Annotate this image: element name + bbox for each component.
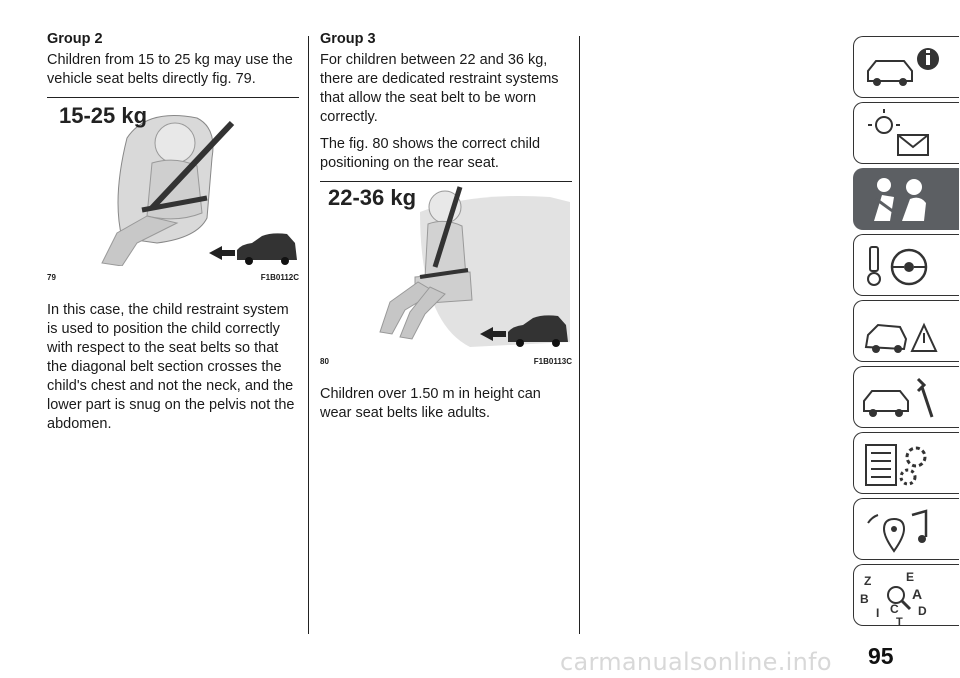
tab-emergency[interactable]: [853, 300, 959, 362]
figure-80-code: F1B0113C: [533, 357, 572, 366]
car-maintenance-icon: [854, 367, 960, 429]
group-3-para2: The fig. 80 shows the correct child positioning on the rear seat.: [320, 136, 541, 171]
figure-80-caption: [320, 352, 572, 371]
figure-79: [47, 97, 299, 287]
figure-79-weight-label: 15-25 kg: [59, 103, 148, 128]
svg-text:A: A: [912, 586, 923, 602]
group-3-body: Children over 1.50 m in height can wear seat belts like adults.: [320, 386, 541, 421]
key-steering-wheel-icon: [854, 235, 960, 297]
figure-79-code: F1B0112C: [260, 273, 299, 282]
tab-car-info[interactable]: [853, 36, 959, 98]
watermark: carmanualsonline.info: [560, 648, 832, 676]
svg-text:B: B: [860, 592, 869, 606]
column-divider-2: [579, 36, 580, 634]
column-divider-1: [308, 36, 309, 634]
column-left: [47, 30, 299, 442]
figure-79-number: 79: [47, 273, 56, 282]
figure-79-caption: [47, 268, 299, 287]
group-2-heading: Group 2: [47, 31, 103, 47]
tab-warning-lights[interactable]: [853, 102, 959, 164]
technical-data-icon: [854, 433, 960, 495]
tab-passenger-safety[interactable]: [853, 168, 959, 230]
tab-multimedia[interactable]: [853, 498, 959, 560]
emergency-icon: [854, 301, 960, 363]
svg-text:Z: Z: [864, 574, 872, 588]
page-number: 95: [868, 643, 894, 669]
index-search-icon: [854, 565, 960, 627]
group-3-heading: Group 3: [320, 31, 376, 47]
svg-text:T: T: [896, 616, 903, 627]
car-info-icon: [854, 37, 960, 99]
svg-text:E: E: [906, 570, 915, 584]
passenger-safety-icon: [854, 169, 960, 231]
figure-80: [320, 181, 572, 371]
figure-80-weight-label: 22-36 kg: [328, 185, 417, 210]
warning-lights-icon: [854, 103, 960, 165]
column-middle: [320, 30, 572, 431]
group-2-intro: Children from 15 to 25 kg may use the vehicle seat belts directly fig. 79.: [47, 52, 293, 87]
svg-text:C: C: [890, 602, 899, 616]
group-3-intro: For children between 22 and 36 kg, there are dedicated restraint systems that allow the seat belt to be worn correctly.: [320, 52, 559, 125]
tab-key-steering[interactable]: [853, 234, 959, 296]
figure-80-number: 80: [320, 357, 329, 366]
multimedia-icon: [854, 499, 960, 561]
tab-car-maintenance[interactable]: [853, 366, 959, 428]
group-2-body: In this case, the child restraint system is used to position the child correctly with respect to the seat belts so that the diagonal belt section crosses the child's chest and not the neck, and the lower part is snug on the pelvis not the abdomen.: [47, 302, 295, 432]
tab-technical-data[interactable]: [853, 432, 959, 494]
svg-text:D: D: [918, 604, 927, 618]
svg-text:I: I: [876, 606, 880, 620]
tab-index[interactable]: [853, 564, 959, 626]
